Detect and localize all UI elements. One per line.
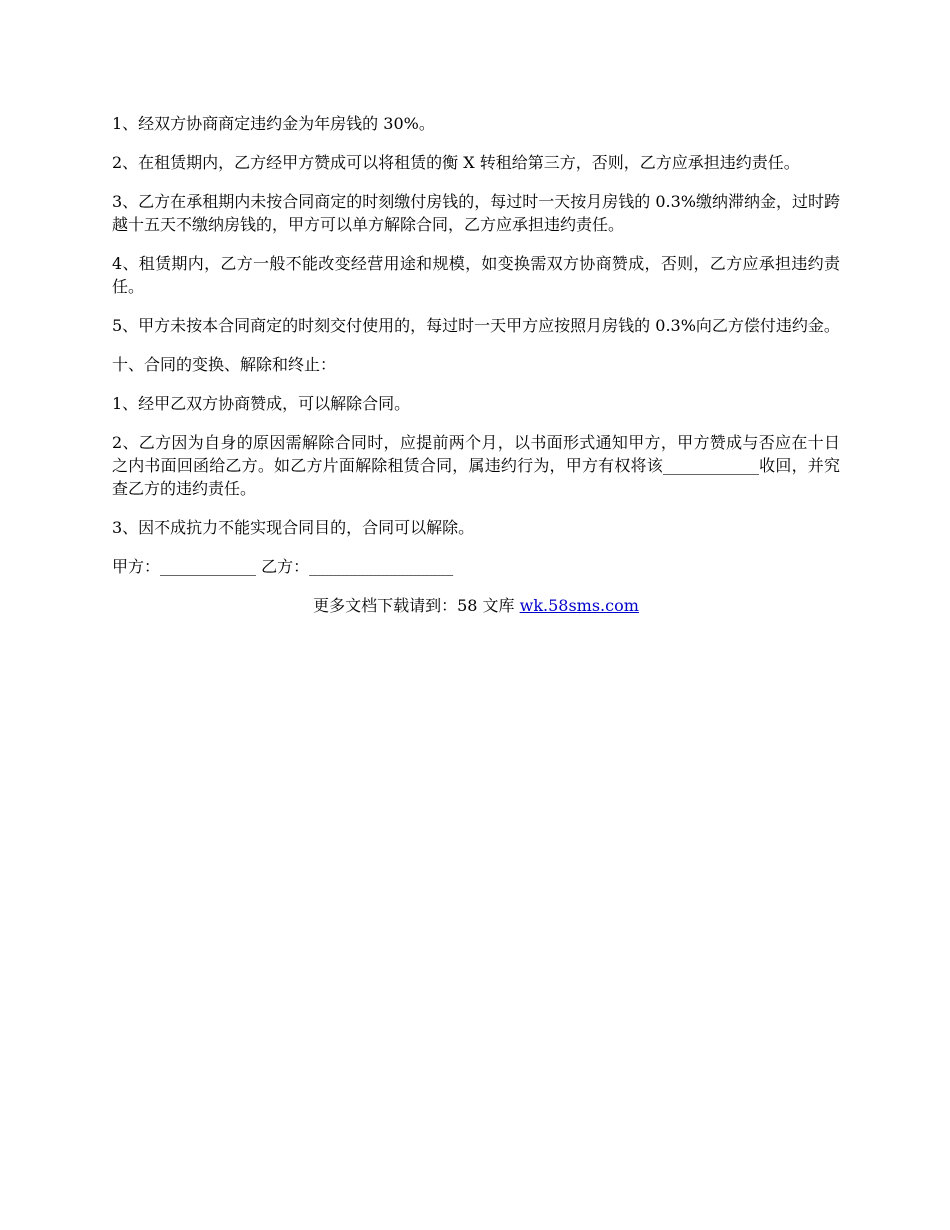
section-heading-termination: 十、合同的变换、解除和终止： [112,355,337,374]
download-footer [0,594,950,617]
footer-text: 更多文档下载请到：58 文库 [313,596,520,615]
clause-penalty-rate: 1、经双方协商商定违约金为年房钱的 30%。 [112,114,435,133]
signature-line: 甲方：____________ 乙方：__________________ [112,557,454,576]
clause-late-rent: 3、乙方在承租期内未按合同商定的时刻缴付房钱的，每过时一天按月房钱的 0.3%缴纳滞纳金，过时跨越十五天不缴纳房钱的，甲方可以单方解除合同，乙方应承担违约责任。 [112,192,840,234]
clause-business-use: 4、租赁期内，乙方一般不能改变经营用途和规模，如变换需双方协商赞成，否则，乙方应承担违约责任。 [112,254,840,296]
clause-unilateral-termination: 2、乙方因为自身的原因需解除合同时，应提前两个月，以书面形式通知甲方，甲方赞成与否应在十日之内书面回函给乙方。如乙方片面解除租赁合同，属违约行为，甲方有权将该____________收回，并究查乙方的违约责任。 [112,433,840,498]
clause-force-majeure: 3、因不成抗力不能实现合同目的，合同可以解除。 [112,518,475,537]
clause-mutual-termination: 1、经甲乙双方协商赞成，可以解除合同。 [112,394,411,413]
document-page [112,112,840,617]
clause-late-delivery: 5、甲方未按本合同商定的时刻交付使用的，每过时一天甲方应按照月房钱的 0.3%向乙方偿付违约金。 [112,316,840,335]
footer-link[interactable]: wk.58sms.com [519,596,639,615]
clause-sublease: 2、在租赁期内，乙方经甲方赞成可以将租赁的衡 X 转租给第三方，否则，乙方应承担违约责任。 [112,153,800,172]
